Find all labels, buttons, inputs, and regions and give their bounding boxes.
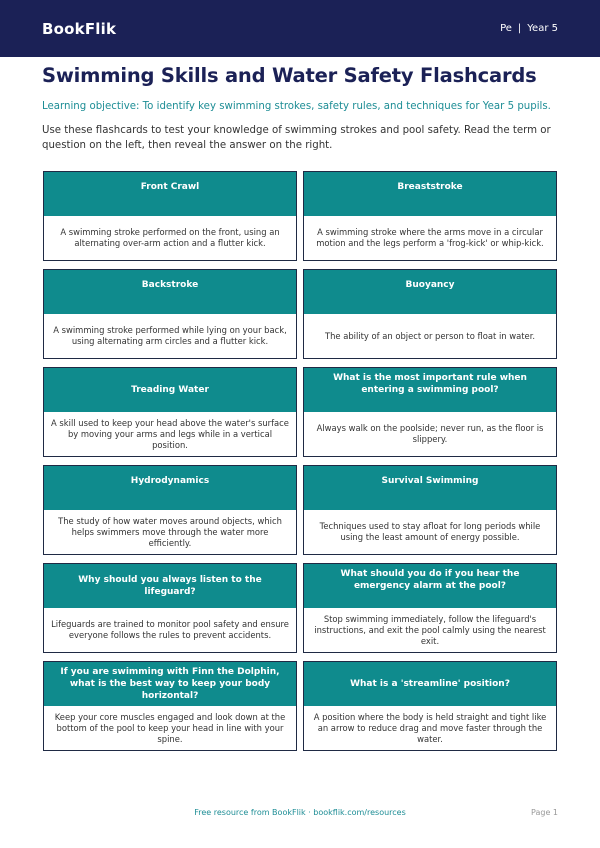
flashcard[interactable] [43, 465, 297, 555]
flashcard-answer: A swimming stroke performed while lying on your back, using alternating arm circles and a flutter kick. [53, 325, 287, 346]
flashcard-answer: A swimming stroke performed on the front, using an alternating over-arm action and a flutter kick. [60, 227, 280, 248]
flashcard-term: Backstroke [44, 270, 296, 314]
flashcard[interactable] [303, 367, 557, 457]
flashcard[interactable] [303, 171, 557, 261]
flashcard-term: What is the most important rule when entering a swimming pool? [304, 368, 556, 412]
flashcard-answer: A swimming stroke where the arms move in a circular motion and the legs perform a 'frog-kick' or whip-kick. [316, 227, 544, 248]
flashcard[interactable] [43, 563, 297, 653]
footer-resource-link[interactable]: Free resource from BookFlik · bookflik.com/resources [194, 808, 406, 817]
flashcard-row [43, 465, 557, 555]
flashcard[interactable] [303, 661, 557, 751]
flashcard-answer: A position where the body is held straight and tight like an arrow to reduce drag and move faster through the water. [313, 711, 547, 744]
flashcard[interactable] [303, 465, 557, 555]
breadcrumb-year: Year 5 [527, 23, 558, 34]
breadcrumb [500, 23, 558, 34]
page-number: Page 1 [531, 808, 558, 817]
flashcard-row [43, 171, 557, 261]
flashcard-answer: The study of how water moves around objects, which helps swimmers move through the water more efficiently. [58, 515, 282, 548]
intro-text: Use these flashcards to test your knowledge of swimming strokes and pool safety. Read the term or question on the left, then reveal the answer on the right. [42, 125, 551, 151]
flashcard-term: What is a 'streamline' position? [304, 662, 556, 706]
flashcard[interactable] [43, 171, 297, 261]
flashcard-answer: Stop swimming immediately, follow the lifeguard's instructions, and exit the pool calmly using the nearest exit. [314, 613, 546, 646]
flashcard-row [43, 661, 557, 751]
page-title: Swimming Skills and Water Safety Flashcards [42, 64, 537, 87]
flashcard-answer: Lifeguards are trained to monitor pool safety and ensure everyone follows the rules to prevent accidents. [51, 619, 289, 640]
flashcard-term: Hydrodynamics [44, 466, 296, 510]
flashcard-answer: The ability of an object or person to float in water. [324, 330, 536, 341]
flashcard-term: What should you do if you hear the emergency alarm at the pool? [304, 564, 556, 608]
flashcard-answer: Techniques used to stay afloat for long periods while using the least amount of energy possible. [319, 521, 541, 542]
page-header [0, 0, 600, 57]
flashcard[interactable] [43, 661, 297, 751]
flashcard-row [43, 563, 557, 653]
flashcard-answer: Keep your core muscles engaged and look down at the bottom of the pool to keep your head in line with your spine. [54, 711, 286, 744]
breadcrumb-separator: | [517, 23, 522, 34]
flashcard-term: Buoyancy [304, 270, 556, 314]
flashcard[interactable] [43, 367, 297, 457]
flashcard[interactable] [43, 269, 297, 359]
brand-logo[interactable]: BookFlik [42, 19, 117, 38]
flashcard-term: Front Crawl [44, 172, 296, 216]
flashcard-row [43, 269, 557, 359]
flashcard-row [43, 367, 557, 457]
breadcrumb-subject: Pe [500, 23, 512, 34]
flashcard-term: Why should you always listen to the lifeguard? [44, 564, 296, 608]
flashcard[interactable] [303, 563, 557, 653]
flashcard-term: Survival Swimming [304, 466, 556, 510]
learning-objective: Learning objective: To identify key swimming strokes, safety rules, and techniques for Year 5 pupils. [42, 101, 551, 112]
flashcard-term: Breaststroke [304, 172, 556, 216]
flashcard[interactable] [303, 269, 557, 359]
flashcard-answer: A skill used to keep your head above the water's surface by moving your arms and legs while in a vertical position. [51, 417, 289, 450]
flashcard-term: Treading Water [44, 368, 296, 412]
flashcard-answer: Always walk on the poolside; never run, as the floor is slippery. [316, 423, 544, 444]
flashcard-term: If you are swimming with Finn the Dolphin, what is the best way to keep your body horizontal? [44, 662, 296, 706]
